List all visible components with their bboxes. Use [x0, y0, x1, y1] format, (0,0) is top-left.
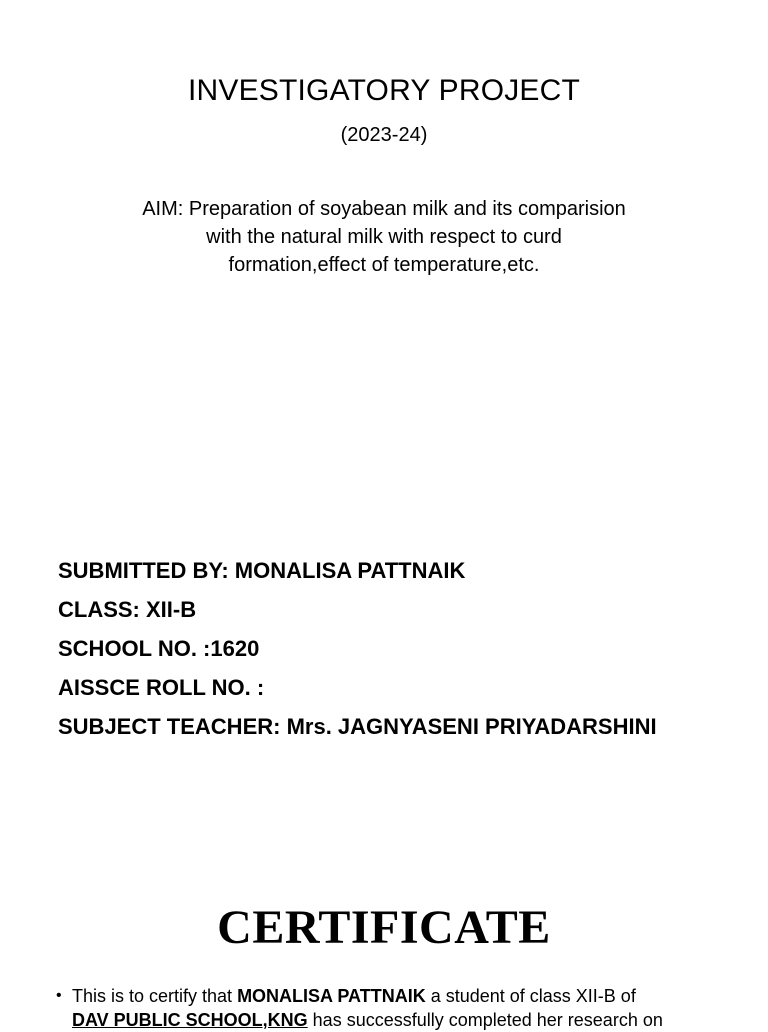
- project-aim: [84, 195, 684, 279]
- project-title: INVESTIGATORY PROJECT: [187, 74, 581, 107]
- bullet-point: •: [56, 987, 62, 1004]
- cert-text-continuation: has successfully completed her research on: [307, 1010, 663, 1030]
- school-name: DAV PUBLIC SCHOOL,KNG: [72, 1010, 308, 1030]
- roll-number: AISSCE ROLL NO. :: [58, 675, 265, 700]
- cert-text-prefix: This is to certify that: [72, 986, 238, 1006]
- submission-details: [58, 551, 758, 746]
- class-info: CLASS: XII-B: [58, 597, 197, 622]
- aim-line: formation,effect of temperature,etc.: [228, 254, 540, 276]
- school-number: SCHOOL NO. :1620: [58, 636, 260, 661]
- certificate-body: [58, 984, 718, 1032]
- certificate-heading: CERTIFICATE: [217, 901, 551, 954]
- submitted-by: SUBMITTED BY: MONALISA PATTNAIK: [58, 558, 466, 583]
- cert-text-suffix: a student of class XII-B of: [425, 986, 636, 1006]
- subject-teacher: SUBJECT TEACHER: Mrs. JAGNYASENI PRIYADARSHINI: [58, 714, 657, 739]
- certificate-text: [58, 984, 718, 1032]
- academic-year: (2023-24): [340, 124, 428, 146]
- aim-line: with the natural milk with respect to curd: [206, 226, 562, 248]
- aim-line: AIM: Preparation of soyabean milk and its comparision: [142, 198, 626, 220]
- student-name: MONALISA PATTNAIK: [237, 986, 426, 1006]
